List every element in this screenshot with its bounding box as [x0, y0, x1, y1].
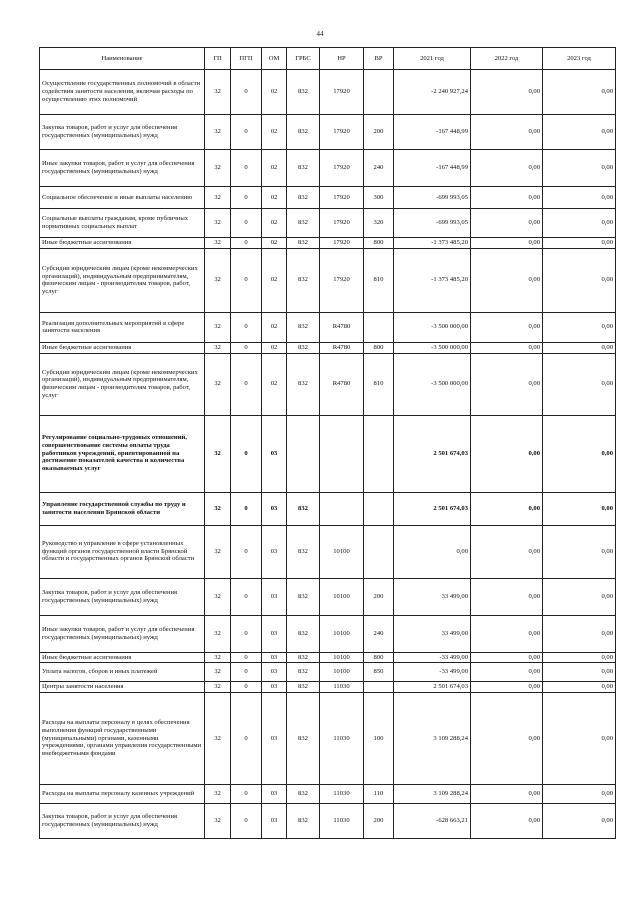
- row-amount-2021: -699 993,05: [394, 209, 471, 238]
- row-amount-2022: 0,00: [471, 615, 543, 652]
- row-nr: 17920: [320, 248, 364, 312]
- row-amount-2022: 0,00: [471, 415, 543, 492]
- row-gp: 32: [205, 578, 231, 615]
- row-grbs: 832: [287, 312, 320, 342]
- row-name: Закупка товаров, работ и услуг для обеспечения государственных (муниципальных) нужд: [40, 115, 205, 150]
- row-gp: 32: [205, 115, 231, 150]
- row-amount-2021: 2 501 674,03: [394, 415, 471, 492]
- row-name: Социальные выплаты гражданам, кроме публичных нормативных социальных выплат: [40, 209, 205, 238]
- table-row: [40, 785, 616, 804]
- row-vr: [364, 682, 394, 693]
- row-pgp: 0: [231, 615, 262, 652]
- row-pgp: 0: [231, 353, 262, 415]
- row-amount-2023: 0,00: [543, 150, 616, 187]
- row-amount-2023: 0,00: [543, 492, 616, 525]
- row-om: 02: [262, 312, 287, 342]
- row-grbs: 832: [287, 238, 320, 249]
- row-grbs: 832: [287, 115, 320, 150]
- row-amount-2021: 3 109 288,24: [394, 785, 471, 804]
- row-grbs: 832: [287, 785, 320, 804]
- row-amount-2023: 0,00: [543, 693, 616, 785]
- row-vr: 200: [364, 115, 394, 150]
- row-amount-2021: -3 500 000,00: [394, 312, 471, 342]
- row-grbs: 832: [287, 492, 320, 525]
- row-grbs: [287, 415, 320, 492]
- table-row: [40, 70, 616, 115]
- row-amount-2021: -628 663,21: [394, 804, 471, 839]
- row-gp: 32: [205, 353, 231, 415]
- row-vr: [364, 525, 394, 578]
- row-amount-2023: 0,00: [543, 682, 616, 693]
- row-pgp: 0: [231, 804, 262, 839]
- row-amount-2021: -3 500 000,00: [394, 353, 471, 415]
- row-amount-2022: 0,00: [471, 353, 543, 415]
- row-amount-2021: -3 500 000,00: [394, 342, 471, 353]
- row-vr: 240: [364, 615, 394, 652]
- row-amount-2021: -1 373 485,20: [394, 248, 471, 312]
- page-number: 44: [316, 30, 324, 38]
- table-row: [40, 804, 616, 839]
- row-pgp: 0: [231, 312, 262, 342]
- row-amount-2022: 0,00: [471, 652, 543, 663]
- row-gp: 32: [205, 248, 231, 312]
- row-nr: 17920: [320, 150, 364, 187]
- table-row: [40, 353, 616, 415]
- row-name: Иные закупки товаров, работ и услуг для обеспечения государственных (муниципальных) нужд: [40, 150, 205, 187]
- row-amount-2021: 33 499,00: [394, 578, 471, 615]
- row-amount-2023: 0,00: [543, 115, 616, 150]
- row-nr: 11030: [320, 682, 364, 693]
- table-row: [40, 682, 616, 693]
- row-om: 03: [262, 682, 287, 693]
- column-header: ВР: [364, 48, 394, 70]
- row-gp: 32: [205, 150, 231, 187]
- table-row: [40, 492, 616, 525]
- table-header-row: [40, 48, 616, 70]
- column-header: НР: [320, 48, 364, 70]
- row-name: Регулирование социально-трудовых отношений, совершенствование системы оплаты труда работников учреждений, ориентированной на достижение показателей качества и количества оказываемых услуг: [40, 415, 205, 492]
- column-header: 2021 год: [394, 48, 471, 70]
- row-pgp: 0: [231, 492, 262, 525]
- row-amount-2023: 0,00: [543, 209, 616, 238]
- row-grbs: 832: [287, 682, 320, 693]
- row-amount-2023: 0,00: [543, 663, 616, 682]
- row-amount-2023: 0,00: [543, 652, 616, 663]
- row-amount-2023: 0,00: [543, 615, 616, 652]
- row-amount-2023: 0,00: [543, 238, 616, 249]
- row-gp: 32: [205, 342, 231, 353]
- row-name: Осуществление государственных полномочий в области содействия занятости населения, включая расходы по осуществлению этих полномочий: [40, 70, 205, 115]
- row-grbs: 832: [287, 150, 320, 187]
- row-amount-2022: 0,00: [471, 70, 543, 115]
- row-vr: 800: [364, 238, 394, 249]
- row-amount-2022: 0,00: [471, 525, 543, 578]
- row-nr: 17920: [320, 209, 364, 238]
- row-amount-2023: 0,00: [543, 342, 616, 353]
- row-amount-2023: 0,00: [543, 525, 616, 578]
- row-pgp: 0: [231, 785, 262, 804]
- row-om: 02: [262, 209, 287, 238]
- row-pgp: 0: [231, 150, 262, 187]
- row-amount-2022: 0,00: [471, 342, 543, 353]
- row-vr: 810: [364, 353, 394, 415]
- column-header: ПГП: [231, 48, 262, 70]
- table-row: [40, 693, 616, 785]
- row-amount-2021: 2 501 674,03: [394, 492, 471, 525]
- table-row: [40, 663, 616, 682]
- row-amount-2023: 0,00: [543, 187, 616, 209]
- table-row: [40, 342, 616, 353]
- row-grbs: 832: [287, 804, 320, 839]
- row-nr: 17920: [320, 187, 364, 209]
- row-amount-2021: 33 499,00: [394, 615, 471, 652]
- row-amount-2022: 0,00: [471, 804, 543, 839]
- column-header: 2023 год: [543, 48, 616, 70]
- row-amount-2022: 0,00: [471, 682, 543, 693]
- row-vr: 810: [364, 248, 394, 312]
- row-grbs: 832: [287, 693, 320, 785]
- row-amount-2022: 0,00: [471, 238, 543, 249]
- row-grbs: 832: [287, 652, 320, 663]
- row-name: Иные закупки товаров, работ и услуг для обеспечения государственных (муниципальных) нужд: [40, 615, 205, 652]
- table-row: [40, 209, 616, 238]
- row-gp: 32: [205, 693, 231, 785]
- row-nr: 10100: [320, 525, 364, 578]
- row-gp: 32: [205, 492, 231, 525]
- row-om: 02: [262, 342, 287, 353]
- row-om: 02: [262, 248, 287, 312]
- row-pgp: 0: [231, 70, 262, 115]
- row-om: 02: [262, 187, 287, 209]
- row-pgp: 0: [231, 415, 262, 492]
- row-amount-2023: 0,00: [543, 804, 616, 839]
- row-om: 03: [262, 525, 287, 578]
- row-vr: 320: [364, 209, 394, 238]
- row-amount-2022: 0,00: [471, 248, 543, 312]
- row-amount-2023: 0,00: [543, 312, 616, 342]
- row-gp: 32: [205, 238, 231, 249]
- row-name: Руководство и управление в сфере установленных функций органов государственной власти Брянской области и государственных органов Брянской области: [40, 525, 205, 578]
- row-nr: 11030: [320, 785, 364, 804]
- row-om: 03: [262, 578, 287, 615]
- column-header: 2022 год: [471, 48, 543, 70]
- row-nr: 10100: [320, 663, 364, 682]
- row-vr: [364, 312, 394, 342]
- row-pgp: 0: [231, 682, 262, 693]
- table-row: [40, 248, 616, 312]
- row-nr: 17920: [320, 70, 364, 115]
- row-nr: 11030: [320, 693, 364, 785]
- row-grbs: 832: [287, 615, 320, 652]
- row-amount-2021: -2 240 927,24: [394, 70, 471, 115]
- row-vr: [364, 492, 394, 525]
- row-nr: [320, 492, 364, 525]
- row-amount-2022: 0,00: [471, 785, 543, 804]
- row-name: Расходы на выплаты персоналу в целях обеспечения выполнения функций государственными (муниципальными) органами, казенными учреждениями, органами управления государственными внебюджетными фондами: [40, 693, 205, 785]
- row-amount-2023: 0,00: [543, 785, 616, 804]
- row-amount-2022: 0,00: [471, 578, 543, 615]
- row-grbs: 832: [287, 70, 320, 115]
- row-nr: 10100: [320, 578, 364, 615]
- row-pgp: 0: [231, 248, 262, 312]
- row-grbs: 832: [287, 525, 320, 578]
- row-om: 03: [262, 804, 287, 839]
- row-name: Субсидии юридическим лицам (кроме некоммерческих организаций), индивидуальным предпринимателям, физическим лицам - производителям товаров, работ, услуг: [40, 353, 205, 415]
- row-vr: 800: [364, 652, 394, 663]
- column-header: ГП: [205, 48, 231, 70]
- row-pgp: 0: [231, 238, 262, 249]
- row-nr: 10100: [320, 615, 364, 652]
- row-nr: R4780: [320, 312, 364, 342]
- row-name: Расходы на выплаты персоналу казенных учреждений: [40, 785, 205, 804]
- row-name: Центры занятости населения: [40, 682, 205, 693]
- row-grbs: 832: [287, 248, 320, 312]
- row-vr: 100: [364, 693, 394, 785]
- row-grbs: 832: [287, 353, 320, 415]
- row-grbs: 832: [287, 578, 320, 615]
- row-amount-2022: 0,00: [471, 693, 543, 785]
- row-pgp: 0: [231, 187, 262, 209]
- row-vr: 800: [364, 342, 394, 353]
- row-vr: 200: [364, 804, 394, 839]
- row-name: Закупка товаров, работ и услуг для обеспечения государственных (муниципальных) нужд: [40, 578, 205, 615]
- row-name: Иные бюджетные ассигнования: [40, 652, 205, 663]
- row-nr: R4780: [320, 353, 364, 415]
- row-amount-2023: 0,00: [543, 353, 616, 415]
- row-gp: 32: [205, 663, 231, 682]
- table-row: [40, 615, 616, 652]
- row-nr: 11030: [320, 804, 364, 839]
- row-om: 02: [262, 115, 287, 150]
- row-om: 02: [262, 150, 287, 187]
- row-amount-2021: -167 448,99: [394, 150, 471, 187]
- table-row: [40, 652, 616, 663]
- row-amount-2022: 0,00: [471, 492, 543, 525]
- row-om: 03: [262, 415, 287, 492]
- row-gp: 32: [205, 312, 231, 342]
- row-amount-2023: 0,00: [543, 248, 616, 312]
- row-vr: [364, 415, 394, 492]
- row-name: Закупка товаров, работ и услуг для обеспечения государственных (муниципальных) нужд: [40, 804, 205, 839]
- row-name: Реализация дополнительных мероприятий в сфере занятости населения: [40, 312, 205, 342]
- row-name: Иные бюджетные ассигнования: [40, 342, 205, 353]
- row-nr: R4780: [320, 342, 364, 353]
- row-gp: 32: [205, 682, 231, 693]
- row-om: 03: [262, 492, 287, 525]
- row-name: Уплата налогов, сборов и иных платежей: [40, 663, 205, 682]
- table-row: [40, 187, 616, 209]
- column-header: ОМ: [262, 48, 287, 70]
- row-vr: [364, 70, 394, 115]
- row-om: 03: [262, 785, 287, 804]
- row-gp: 32: [205, 70, 231, 115]
- row-amount-2021: -33 499,00: [394, 652, 471, 663]
- table-row: [40, 312, 616, 342]
- row-amount-2023: 0,00: [543, 578, 616, 615]
- column-header: ГРБС: [287, 48, 320, 70]
- row-grbs: 832: [287, 187, 320, 209]
- row-amount-2022: 0,00: [471, 150, 543, 187]
- row-amount-2021: -699 993,05: [394, 187, 471, 209]
- row-amount-2021: 3 109 288,24: [394, 693, 471, 785]
- row-nr: 17920: [320, 115, 364, 150]
- row-grbs: 832: [287, 663, 320, 682]
- row-amount-2021: 2 501 674,03: [394, 682, 471, 693]
- column-header: Наименование: [40, 48, 205, 70]
- row-vr: 110: [364, 785, 394, 804]
- row-om: 03: [262, 652, 287, 663]
- row-amount-2023: 0,00: [543, 415, 616, 492]
- row-nr: 17920: [320, 238, 364, 249]
- row-gp: 32: [205, 525, 231, 578]
- row-vr: 300: [364, 187, 394, 209]
- row-vr: 200: [364, 578, 394, 615]
- table-row: [40, 578, 616, 615]
- row-nr: [320, 415, 364, 492]
- row-pgp: 0: [231, 663, 262, 682]
- row-amount-2022: 0,00: [471, 209, 543, 238]
- row-name: Иные бюджетные ассигнования: [40, 238, 205, 249]
- row-amount-2022: 0,00: [471, 312, 543, 342]
- row-gp: 32: [205, 187, 231, 209]
- row-amount-2021: -33 499,00: [394, 663, 471, 682]
- row-amount-2021: -1 373 485,20: [394, 238, 471, 249]
- row-pgp: 0: [231, 209, 262, 238]
- row-om: 02: [262, 238, 287, 249]
- table-row: [40, 525, 616, 578]
- row-pgp: 0: [231, 652, 262, 663]
- row-gp: 32: [205, 804, 231, 839]
- row-amount-2021: 0,00: [394, 525, 471, 578]
- table-row: [40, 415, 616, 492]
- budget-table: [39, 47, 616, 839]
- row-name: Социальное обеспечение и иные выплаты населению: [40, 187, 205, 209]
- row-om: 03: [262, 615, 287, 652]
- row-pgp: 0: [231, 693, 262, 785]
- row-gp: 32: [205, 209, 231, 238]
- row-om: 02: [262, 353, 287, 415]
- row-pgp: 0: [231, 525, 262, 578]
- row-pgp: 0: [231, 578, 262, 615]
- table-row: [40, 238, 616, 249]
- row-vr: 850: [364, 663, 394, 682]
- row-om: 03: [262, 693, 287, 785]
- table-row: [40, 115, 616, 150]
- row-amount-2022: 0,00: [471, 115, 543, 150]
- row-gp: 32: [205, 785, 231, 804]
- row-nr: 10100: [320, 652, 364, 663]
- row-grbs: 832: [287, 342, 320, 353]
- row-vr: 240: [364, 150, 394, 187]
- row-pgp: 0: [231, 115, 262, 150]
- row-om: 02: [262, 70, 287, 115]
- row-amount-2022: 0,00: [471, 187, 543, 209]
- row-gp: 32: [205, 652, 231, 663]
- row-om: 03: [262, 663, 287, 682]
- row-gp: 32: [205, 415, 231, 492]
- row-amount-2021: -167 448,99: [394, 115, 471, 150]
- table-row: [40, 150, 616, 187]
- row-name: Управление государственной службы по труду и занятости населения Брянской области: [40, 492, 205, 525]
- row-gp: 32: [205, 615, 231, 652]
- row-pgp: 0: [231, 342, 262, 353]
- row-amount-2022: 0,00: [471, 663, 543, 682]
- row-amount-2023: 0,00: [543, 70, 616, 115]
- row-grbs: 832: [287, 209, 320, 238]
- row-name: Субсидии юридическим лицам (кроме некоммерческих организаций), индивидуальным предпринимателям, физическим лицам - производителям товаров, работ, услуг: [40, 248, 205, 312]
